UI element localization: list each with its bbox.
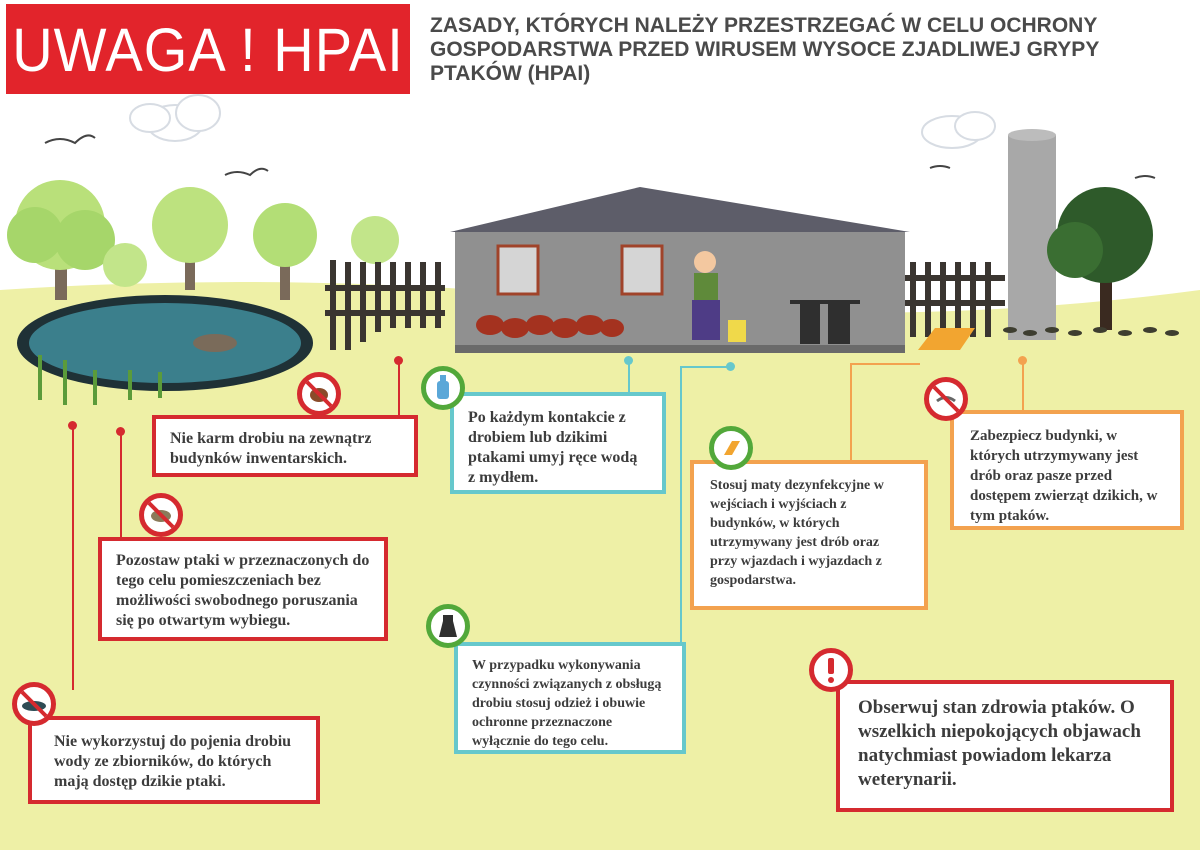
tip-secure-text: Zabezpiecz budynki, w których utrzymywany jest drób oraz pasze przed dostępem zwierząt dzikich, w tym ptaków. [970, 428, 1158, 524]
tip-mats-text: Stosuj maty dezynfekcyjne w wejściach i wyjściach z budynków, w których utrzymywany jest drób oraz przy wjazdach i wyjazdach z gospodarstwa. [710, 478, 884, 588]
tip-box-water [28, 716, 320, 804]
tip-box-observe [836, 680, 1174, 812]
tip-box-clothes [454, 642, 686, 754]
apron-icon [426, 604, 470, 648]
disinfection-mat-icon [709, 426, 753, 470]
tip-keep-text: Pozostaw ptaki w przeznaczonych do tego celu pomieszczeniach bez możliwości swobodnego poruszania się po otwartym wybiegu. [116, 552, 370, 629]
no-chicken-feeding-icon [297, 372, 341, 416]
connector-line [850, 363, 852, 463]
warning-banner [6, 4, 410, 94]
no-wild-bird-icon [924, 377, 968, 421]
tip-box-mats [690, 460, 928, 610]
connector-line [680, 366, 682, 648]
tip-feed-text: Nie karm drobiu na zewnątrz budynków inwentarskich. [170, 430, 372, 467]
soap-bottle-icon [421, 366, 465, 410]
tip-box-feed [152, 415, 418, 477]
connector-dot [1018, 356, 1027, 365]
banner-title: UWAGA ! HPAI [12, 14, 404, 84]
warning-exclamation-icon [809, 648, 853, 692]
connector-line [72, 425, 74, 690]
tip-box-wash [450, 392, 666, 494]
tip-wash-text: Po każdym kontakcie z drobiem lub dzikimi ptakami umyj ręce wodą z mydłem. [468, 409, 638, 486]
tip-box-keep [98, 537, 388, 641]
connector-line [398, 360, 400, 418]
connector-dot [68, 421, 77, 430]
tip-water-text: Nie wykorzystuj do pojenia drobiu wody ze zbiorników, do których mają dostęp dzikie ptaki. [54, 733, 292, 790]
tip-observe-text: Obserwuj stan zdrowia ptaków. O wszelkich niepokojących objawach natychmiast powiadom lekarza weterynarii. [858, 697, 1141, 790]
tip-box-secure [950, 410, 1184, 530]
connector-dot [726, 362, 735, 371]
connector-dot [624, 356, 633, 365]
connector-dot [116, 427, 125, 436]
connector-line [120, 431, 122, 541]
connector-dot [394, 356, 403, 365]
tip-clothes-text: W przypadku wykonywania czynności związanych z obsługą drobiu stosuj odzież i obuwie ochronne przeznaczone wyłącznie do tego celu. [472, 658, 662, 749]
page-title: ZASADY, KTÓRYCH NALEŻY PRZESTRZEGAĆ W CELU OCHRONY GOSPODARSTWA PRZED WIRUSEM WYSOCE ZJADLIWEJ GRYPY PTAKÓW (HPAI) [430, 14, 1099, 85]
no-pond-water-icon [12, 682, 56, 726]
connector-line [850, 363, 920, 365]
connector-line [680, 366, 730, 368]
no-free-range-bird-icon [139, 493, 183, 537]
